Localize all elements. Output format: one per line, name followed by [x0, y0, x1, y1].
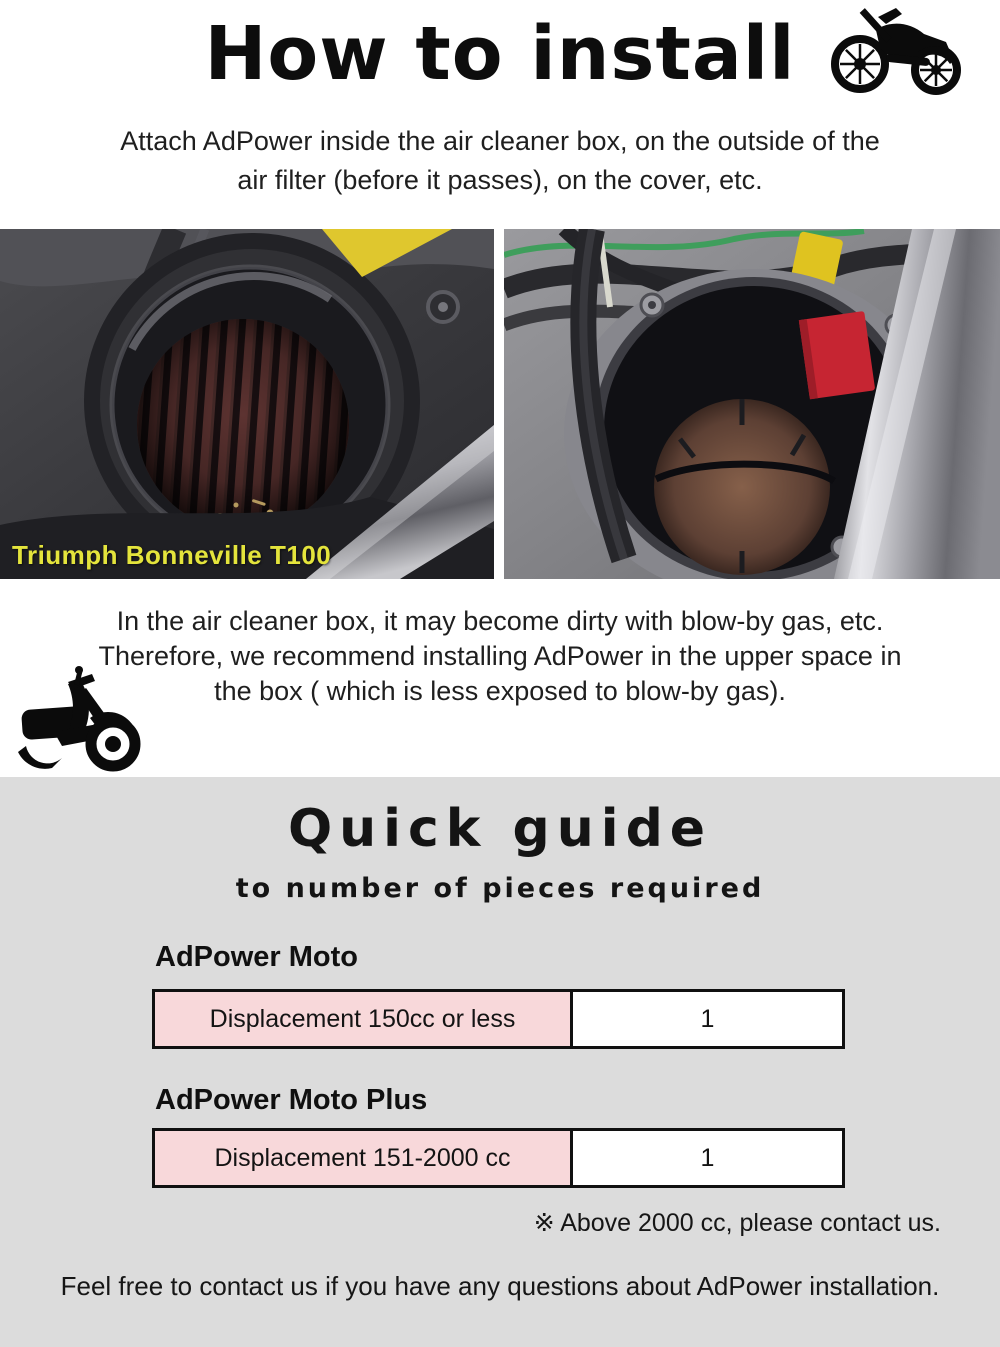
- spec-cell-displacement: Displacement 151-2000 cc: [155, 1131, 570, 1185]
- spec-row-moto: [152, 989, 845, 1049]
- photo-air-filter: [0, 229, 494, 579]
- spec-cell-displacement: Displacement 150cc or less: [155, 992, 570, 1046]
- motorcycle-icon: [828, 2, 968, 98]
- header: [0, 0, 1000, 108]
- contact-note: Feel free to contact us if you have any questions about AdPower installation.: [60, 1271, 940, 1301]
- quick-guide-subtitle: to number of pieces required: [235, 873, 765, 904]
- intro-line-1: Attach AdPower inside the air cleaner box, on the outside of the: [120, 126, 880, 156]
- note-line-1: In the air cleaner box, it may become dirty with blow-by gas, etc.: [116, 606, 884, 636]
- intro-text: [0, 122, 1000, 200]
- product-name-moto: AdPower Moto: [155, 941, 358, 973]
- air-filter-photo-illustration: [0, 229, 494, 579]
- note-line-3: the box ( which is less exposed to blow-by gas).: [214, 676, 786, 706]
- scooter-icon: [16, 664, 148, 772]
- note-text: [0, 604, 1000, 709]
- quick-guide-title: Quick guide: [287, 799, 713, 859]
- intro-line-2: air filter (before it passes), on the cover, etc.: [237, 165, 763, 195]
- footnote: ※ Above 2000 cc, please contact us.: [533, 1209, 941, 1237]
- adpower-sticker: [799, 311, 875, 399]
- photo-caption: Triumph Bonneville T100: [12, 540, 332, 570]
- quick-guide-section: [0, 777, 1000, 1347]
- spec-row-moto-plus: [152, 1128, 845, 1188]
- qty-cell: 1: [570, 1131, 842, 1185]
- product-name-moto-plus: AdPower Moto Plus: [155, 1084, 428, 1116]
- page-title: How to install: [204, 11, 796, 97]
- photo-air-box: [504, 229, 1000, 579]
- note-line-2: Therefore, we recommend installing AdPower in the upper space in: [98, 641, 902, 671]
- air-box-photo-illustration: [504, 229, 1000, 579]
- qty-cell: 1: [570, 992, 842, 1046]
